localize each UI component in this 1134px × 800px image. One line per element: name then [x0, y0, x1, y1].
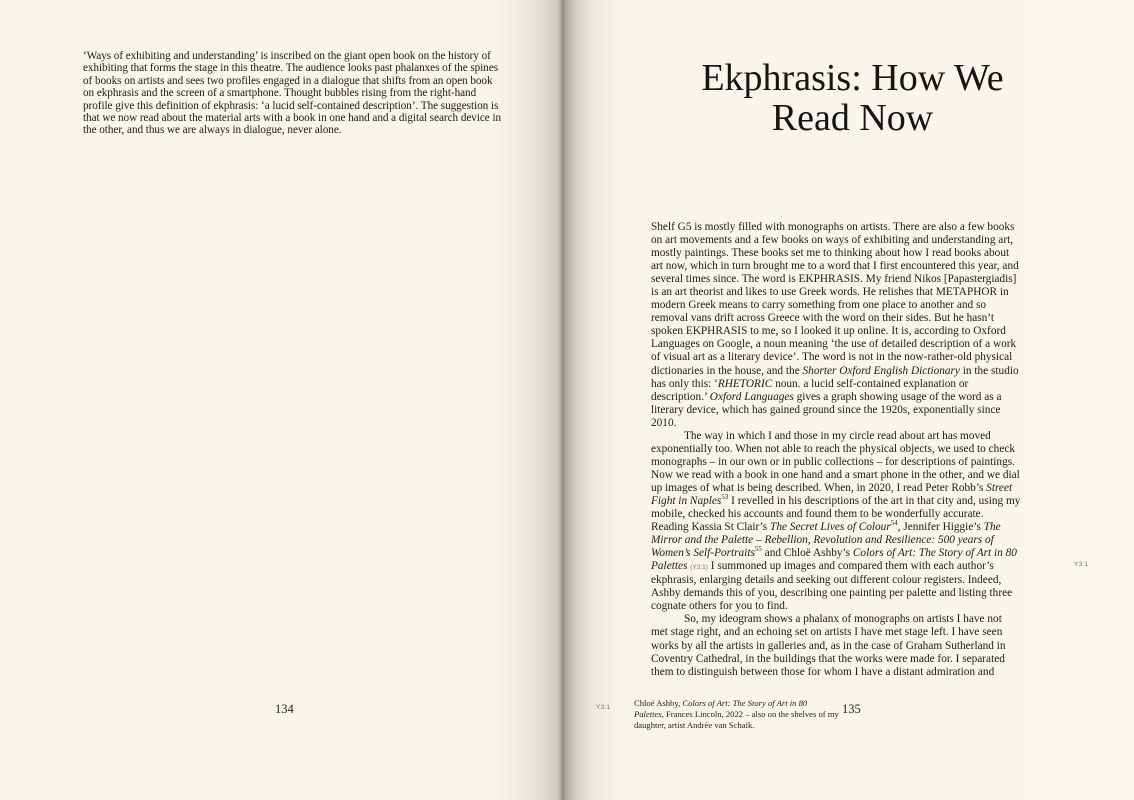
page-number-left: 134	[275, 702, 294, 716]
italic-title: The Mirror and the Palette – Rebellion, Revolution and Resilience: 500 years of Women’s Self-Portraits	[651, 521, 1001, 560]
footnote-author: Chloë Ashby,	[634, 698, 683, 708]
footnote-ref-55: 55	[754, 545, 762, 554]
text-run: So, my ideogram shows a phalanx of monographs on artists I have not met stage right, and an echoing set on artists I have met stage left. I have seen works by all the artists in galleries and, as in the case of Graham Sutherland in Coventry Cathedral, in the buildings that the works were made for. I separated them to distinguish between those for whom I have a distant admiration and	[651, 613, 1006, 678]
italic-title: Oxford Languages	[709, 390, 794, 403]
inline-ref-marker: (Y3:1)	[690, 564, 708, 572]
italic-term: RHETORIC	[717, 377, 773, 390]
italic-title: Colors of Art: The Story of Art in 80 Palettes	[651, 547, 1017, 573]
italic-title: The Secret Lives of Colour	[770, 521, 891, 534]
image-caption: ‘Ways of exhibiting and understanding’ is inscribed on the giant open book on the history of exhibiting that forms the stage in this theatre. The audience looks past phalanxes of the spines of books on artists and sees two profiles engaged in a dialogue that shifts from an open book on ekphrasis and the screen of a smartphone. Thought bubbles rising from the right-hand profile give this definition of ekphrasis: ‘a lucid self-contained description’. The suggestion is that we now read about the material arts with a book in one hand and a digital search device in the other, and thus we are always in dialogue, never alone.	[83, 50, 502, 137]
margin-ref-marker: Y3:1	[1074, 561, 1089, 568]
paragraph-1	[651, 221, 1021, 430]
footnote-marker: Y3:1	[596, 704, 611, 711]
left-page	[0, 0, 562, 800]
text-run: I summoned up images and compared them with each author’s ekphrasis, enlarging details and seeking out different colour registers. Indeed, Ashby demands this of you, describing one painting per palette and listing three cognate others for you to find.	[651, 560, 1013, 613]
text-run: and Chloë Ashby’s	[761, 547, 853, 560]
paragraph-2	[651, 430, 1021, 614]
footnote-rest: , Frances Lincoln, 2022 – also on the shelves of my daughter, artist Andrée van Schaik.	[634, 709, 839, 730]
text-run: I revelled in his descriptions of the art in that city and, using my mobile, checked his accounts and found them to be wonderfully accurate. Reading Kassia St Clair’s	[651, 494, 1021, 534]
text-run: gives a graph showing usage of the word as a literary device, which has gained ground since the 1920s, exponentially since 2010.	[651, 390, 1002, 429]
body-text	[651, 221, 1021, 679]
text-run: noun. a lucid self-contained explanation or description.’	[651, 377, 969, 403]
footnote-ref-54: 54	[890, 519, 898, 528]
paragraph-3	[651, 613, 1021, 678]
title-line-2: Read Now	[771, 97, 934, 139]
text-run: in the studio has only this: ‘	[651, 364, 1019, 390]
title-line-1: Ekphrasis: How We	[701, 57, 1004, 99]
text-run: , Jennifer Higgie’s	[897, 521, 984, 534]
italic-title: Shorter Oxford English Dictionary	[802, 364, 960, 377]
footnote-ref-53: 53	[721, 493, 729, 502]
footnote-title: Colors of Art: The Story of Art in 80 Palettes	[634, 698, 808, 719]
italic-title: Street Fight in Naples	[651, 481, 1013, 507]
text-run: Shelf G5 is mostly filled with monographs on artists. There are also a few books on art movements and a few books on ways of exhibiting and understanding art, mostly paintings. These books set me to thinking about how I read books about art now, which in turn brought me to a word that I first encountered this year, and several times since. The word is EKPHRASIS. My friend Nikos [Papastergiadis] is an art theorist and likes to use Greek words. He relishes that METAPHOR in modern Greek means to carry something from one place to another and so removal vans drift across Greece with the word on their sides. But he hasn’t spoken EKPHRASIS to me, so I looked it up online. It is, according to Oxford Languages on Google, a noun meaning ‘the use of detailed description of a work of visual art as a literary device’. The word is not in the now-rather-old physical dictionaries in the house, and the	[651, 221, 1019, 377]
chapter-title	[640, 58, 1065, 138]
page-number-right: 135	[842, 702, 861, 716]
footnote	[634, 698, 839, 731]
text-run: The way in which I and those in my circle read about art has moved exponentially too. When not able to reach the physical objects, we used to check monographs – in our own or in public collections – for descriptions of paintings. Now we read with a book in one hand and a smart phone in the other, and we dial up images of what is being described. When, in 2020, I read Peter Robb’s	[651, 429, 1020, 494]
